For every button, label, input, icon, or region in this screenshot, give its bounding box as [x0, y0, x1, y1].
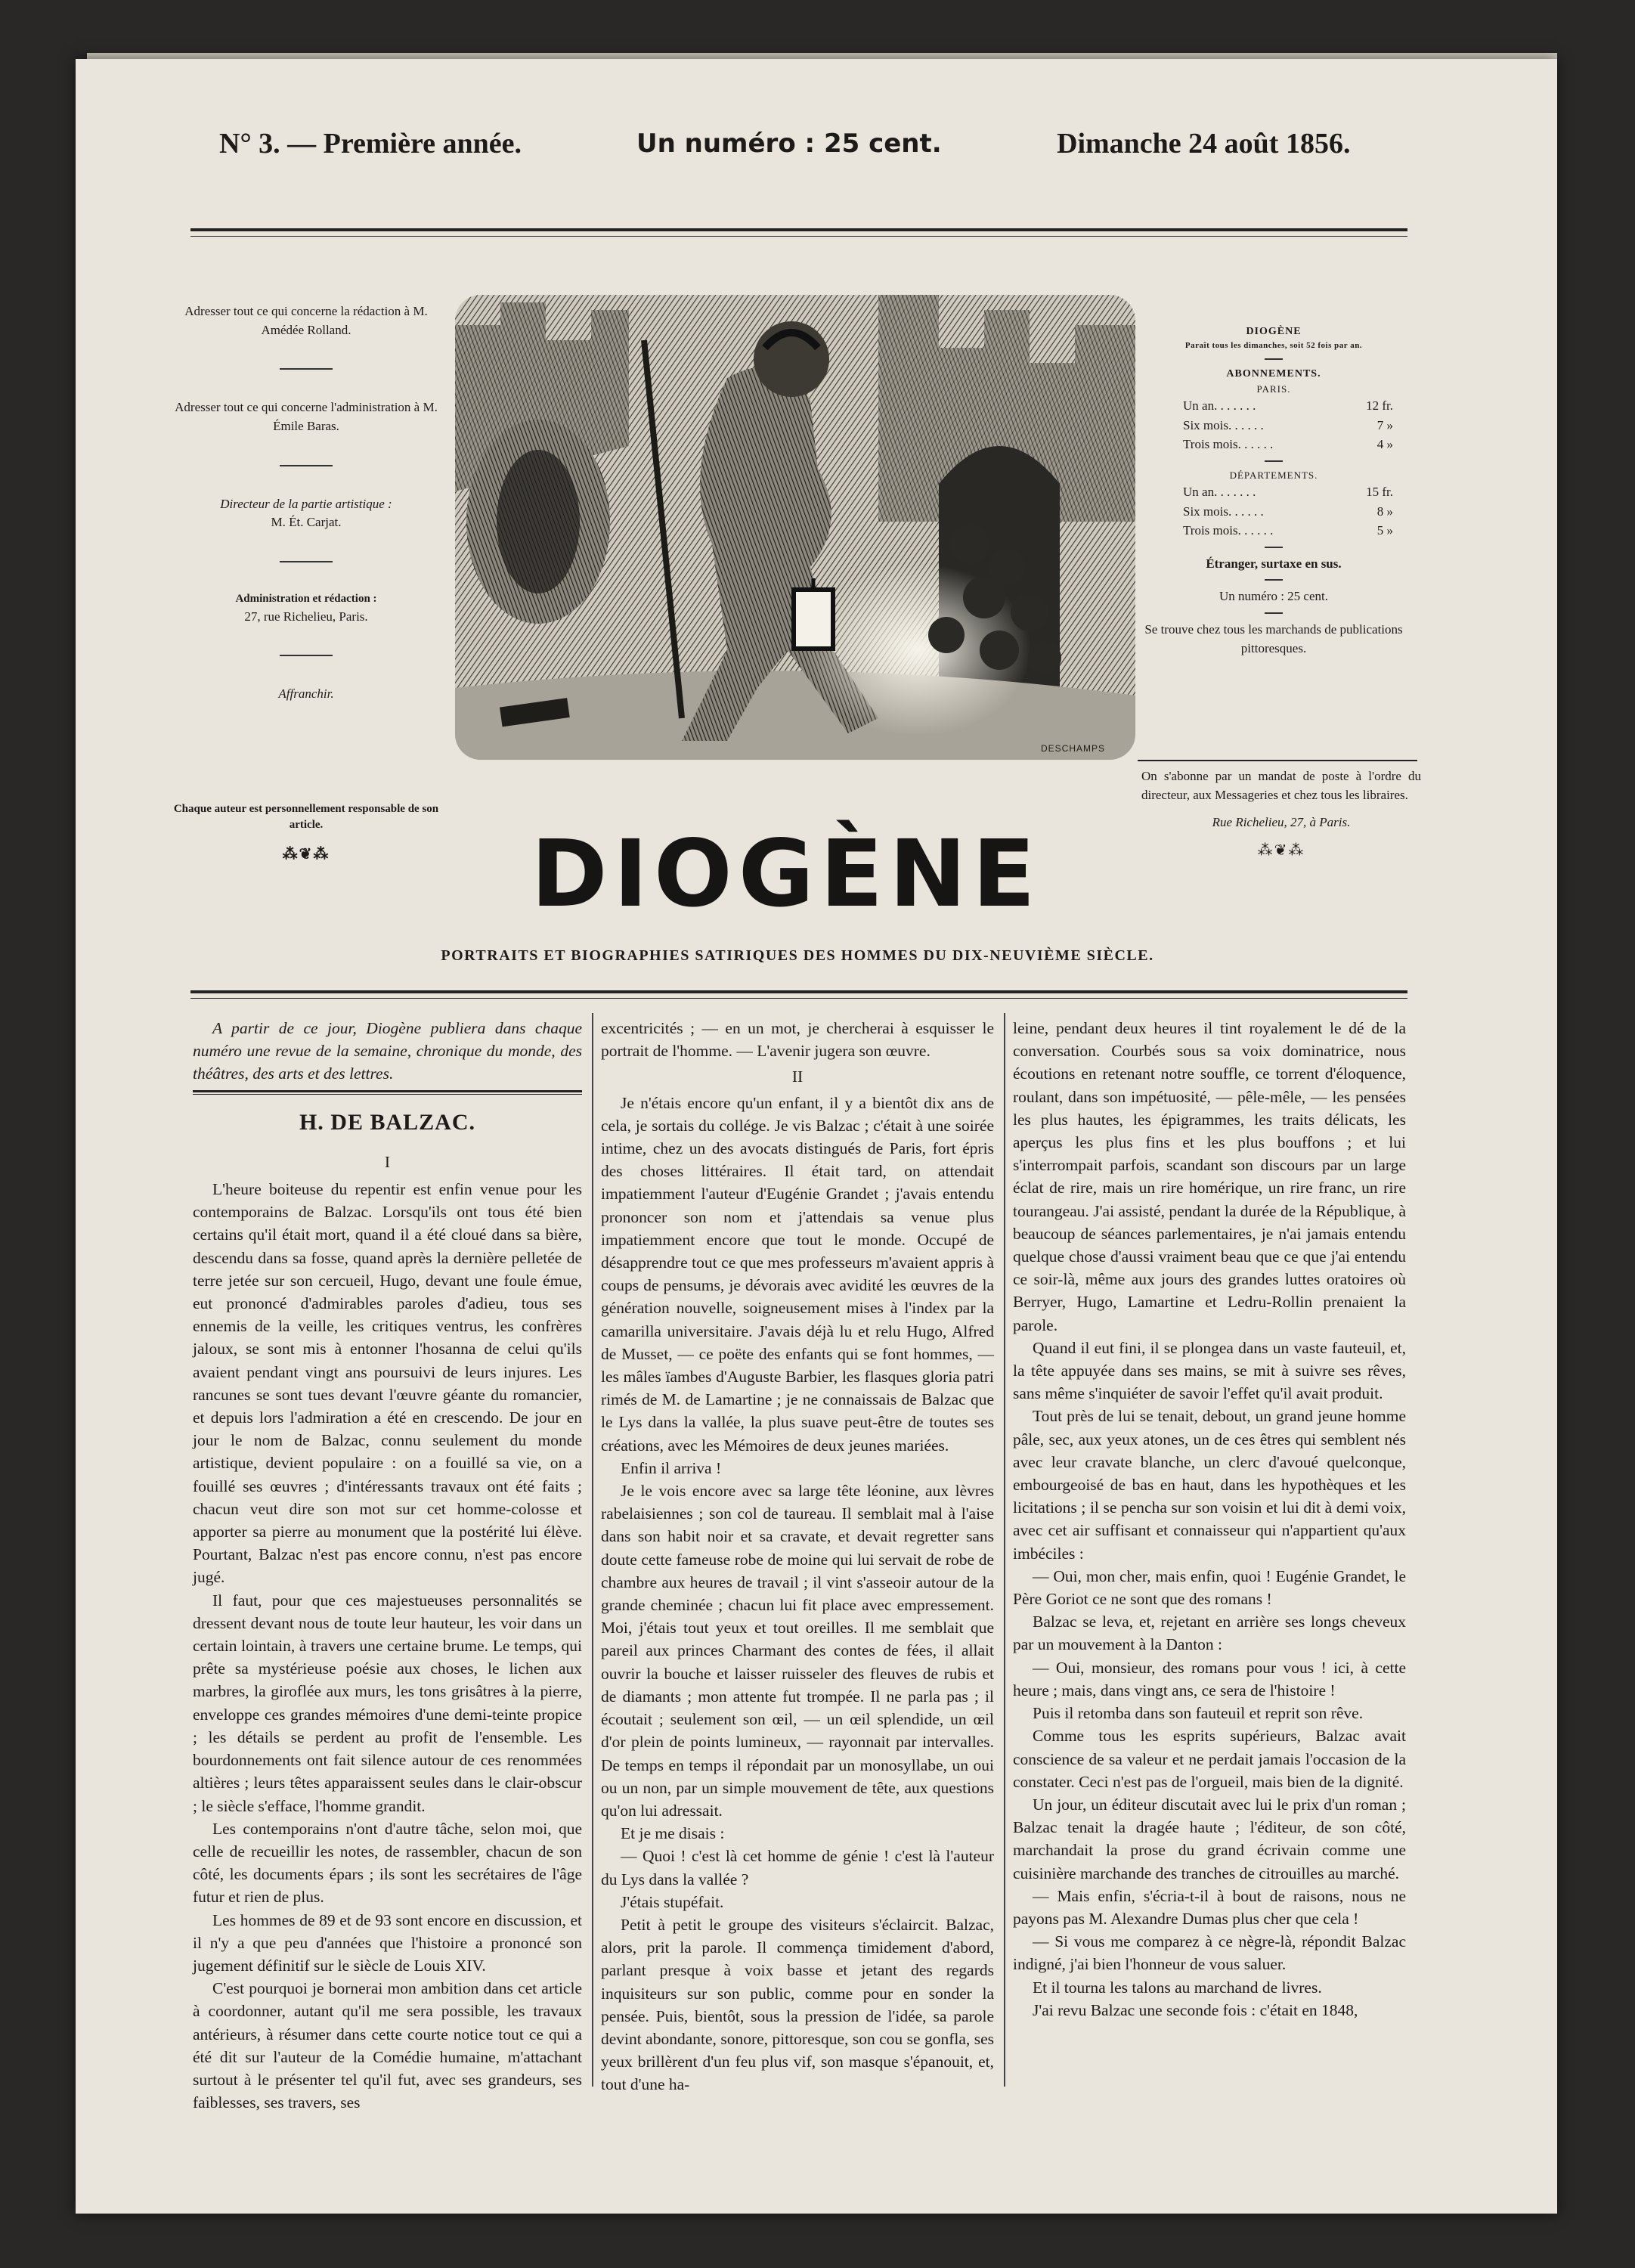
- paragraph: Je n'étais encore qu'un enfant, il y a bientôt dix ans de cela, je sortais du collége. Je vis Balzac ; c'était à une soirée intime, chez un des avocats distingués de Paris, fort épris des choses littéraires. Il était tard, on attendait impatiemment l'auteur d'Eugénie Grandet ; j'avais entendu prononcer son nom et j'attendais sa venue plus impatiemment encore que tout le monde. Occupé de désapprendre tout ce que mes professeurs m'avaient appris à coups de pensums, je dévorais avec avidité les œuvres de la génération nouvelle, soigneusement mises à l'index par la camarilla universitaire. J'avais déjà lu et relu Hugo, Alfred de Musset, — ce poëte des enfants qui se font hommes, — les mâles ïambes d'Auguste Barbier, les flasques gloria patri rimés de M. de Lamartine ; je ne connaissais de Balzac que le Lys dans la vallée, la plus suave peut-être de toutes ses créations, avec les Mémoires de deux jeunes mariées.: [601, 1093, 994, 1455]
- paragraph: Balzac se leva, et, rejetant en arrière ses longs cheveux par un mouvement à la Danton :: [1013, 1613, 1406, 1654]
- redaction-note: Adresser tout ce qui concerne la rédaction à M. Amédée Rolland.: [184, 304, 428, 337]
- issue-number: N° 3. — Première année.: [219, 128, 522, 160]
- affranchir-note: Affranchir.: [278, 686, 334, 702]
- price-label: Six mois. . . . . .: [1183, 503, 1264, 519]
- paragraph: Puis il retomba dans son fauteuil et reprit son rêve.: [1033, 1704, 1364, 1723]
- price-row: [1138, 482, 1410, 502]
- paragraph: L'heure boiteuse du repentir est enfin venue pour les contemporains de Balzac. Lorsqu'ils ont tous été bien certains qu'il était mort, quand il a été cloué dans sa bière, descendu dans sa fosse, quand après la dernière pelletée de terre jetée sur son cercueil, Hugo, devant une foule émue, eut prononcé d'admirables paroles d'adieu, tous ses ennemis de la veille, les critiques ventrus, les confrères jaloux, se sont mis à entonner l'hosanna de celui qu'ils avaient pendant vingt ans poursuivi de leurs injures. Les rancunes se sont tues devant l'œuvre géante du romancier, et depuis lors l'admiration a été en crescendo. De jour en jour le nom de Balzac, connu seulement du monde artistique, devient populaire : on a fouillé sa vie, on a fouillé ses œuvres ; d'intéressants travaux ont été faits ; chacun veut dire son mot sur cet homme-colosse et apporter sa pierre au monument que la postérité lui élève. Pourtant, Balzac n'est pas encore connu, n'est pas encore jugé.: [193, 1180, 582, 1587]
- price-value: 15 fr.: [1366, 485, 1393, 499]
- article-column-1: [193, 1017, 582, 2114]
- paragraph: Les contemporains n'ont d'autre tâche, selon moi, que celle de recueillir les notes, de rassembler, chacun de son côté, les documents épars ; ils sont les secrétaires de l'âge futur et rien de plus.: [193, 1819, 582, 1907]
- header-rule-top: [190, 228, 1407, 231]
- diogenes-with-lantern-icon: [455, 295, 1135, 760]
- subscription-rule: [1138, 760, 1417, 761]
- single-issue-price: Un numéro : 25 cent.: [1219, 589, 1328, 603]
- paragraph: J'ai revu Balzac une seconde fois : c'était en 1848,: [1033, 2000, 1358, 2019]
- column-rule: [1004, 1013, 1005, 2087]
- divider: [1265, 547, 1283, 548]
- paragraph: Je le vois encore avec sa large tête léonine, aux lèvres rabelaisiennes ; son col de taureau. Il semblait mal à l'aise dans son habit noir et sa cravate, et devait regretter sans doute cette fameuse robe de moine qui lui servait de robe de chambre aux heures de travail ; il vint s'asseoir autour de la grande cheminée ; chacun lui fit place avec empressement. Moi, j'étais tout yeux et tout oreilles. Il me semblait que pareil aux princes Charmant des contes de fées, il allait ouvrir la bouche et laisser ruisseler des fleuves de rubis et de diamants ; mon attente fut trompée. Il ne parla pas ; il écoutait ; seulement son œil, — un œil splendide, un œil d'or plein de points lumineux, — rayonnait par intervalles. De temps en temps il répondait par un monosyllabe, un oui ou un non, par un simple mouvement de tête, aux questions qu'on lui adressait.: [601, 1482, 994, 1820]
- divider: [280, 655, 333, 656]
- paragraph: Enfin il arriva !: [621, 1458, 722, 1477]
- paragraph: Un jour, un éditeur discutait avec lui le prix d'un roman ; Balzac tenait la dragée haute ; l'éditeur, de son côté, marchandait la prose du grand écrivain comme une cuisinière marchande des tranches de citrouilles au marché.: [1013, 1795, 1406, 1882]
- price-value: 12 fr.: [1366, 398, 1393, 413]
- paragraph: Petit à petit le groupe des visiteurs s'éclaircit. Balzac, alors, prit la parole. Il commença timidement d'abord, parlant presque à voix basse et jetant des regards inquisiteurs sur son public, comme pour en sonder la pensée. Puis, bientôt, sous la pression de l'idée, sa parole devint abondante, sonore, pittoresque, son cou se gonfla, ses yeux brillèrent d'un feu plus vif, son masque s'épanouit, et, tout d'une ha-: [601, 1915, 994, 2094]
- price-value: 7 »: [1376, 417, 1393, 432]
- price-label: Trois mois. . . . . .: [1183, 437, 1274, 451]
- paris-label: PARIS.: [1256, 383, 1291, 395]
- divider: [1265, 358, 1283, 360]
- issue-price: Un numéro : 25 cent.: [636, 129, 942, 159]
- masthead-rule-thin: [190, 998, 1407, 999]
- subscribe-note: On s'abonne par un mandat de poste à l'ordre du directeur, aux Messageries et chez tous les libraires.: [1141, 769, 1421, 802]
- price-value: 5 »: [1376, 523, 1393, 538]
- editorial-info: [170, 302, 442, 733]
- paragraph: Et il tourna les talons au marchand de livres.: [1033, 1978, 1322, 1997]
- intro-note: A partir de ce jour, Diogène publiera dans chaque numéro une revue de la semaine, chronique du monde, des théâtres, des arts et des lettres.: [193, 1019, 582, 1083]
- divider: [280, 368, 333, 370]
- paragraph: C'est pourquoi je bornerai mon ambition dans cet article à coordonner, autant qu'il me sera possible, les travaux antérieurs, à résumer dans cette courte notice tout ce qui a été dit sur l'auteur de la Comédie humaine, m'attachant surtout à le présenter tel qu'il fut, avec ses grandeurs, ses faiblesses, ses travers, ses: [193, 1979, 582, 2112]
- subscribe-address: Rue Richelieu, 27, à Paris.: [1212, 815, 1351, 830]
- divider: [1265, 579, 1283, 581]
- paragraph: — Oui, mon cher, mais enfin, quoi ! Eugénie Grandet, le Père Goriot ce ne sont que des romans !: [1013, 1566, 1406, 1609]
- masthead-rule: [190, 990, 1407, 993]
- artistic-director-label: Directeur de la partie artistique :: [220, 496, 392, 511]
- paragraph: — Quoi ! c'est là cet homme de génie ! c'est là l'auteur du Lys dans la vallée ?: [601, 1847, 994, 1888]
- price-label: Un an. . . . . . .: [1183, 485, 1256, 499]
- paragraph: Les hommes de 89 et de 93 sont encore en discussion, et il n'y a que peu d'années que l'histoire a prononcé son jugement définitif sur le siècle de Louis XIV.: [193, 1910, 582, 1975]
- divider: [280, 465, 333, 466]
- paragraph: Quand il eut fini, il se plongea dans un vaste fauteuil, et, la tête appuyée dans ses mains, se mit à suivre ses rêves, sans même s'inquiéter de savoir l'effet qu'il avait produit.: [1013, 1338, 1406, 1403]
- office-label: Administration et rédaction :: [235, 592, 377, 605]
- price-row: [1138, 435, 1410, 454]
- ornament-icon: ⁂❦⁂: [282, 846, 330, 863]
- price-row: [1138, 521, 1410, 541]
- divider: [280, 561, 333, 562]
- subscriptions-heading: ABONNEMENTS.: [1226, 367, 1321, 380]
- intro-rule: [193, 1090, 582, 1092]
- illustration-signature: DESCHAMPS: [1040, 743, 1105, 754]
- paragraph: Il faut, pour que ces majestueuses personnalités se dressent devant nous de toute leur hauteur, les voir dans un certain lointain, à travers une certaine brume. Le temps, qui prête sa mystérieuse poésie aux choses, le lichen aux marbres, la giroflée aux murs, les tons grisâtres à la pierre, enveloppe ces grandes mémoires d'une demi-teinte propice ; les détails se perdent au profit de l'ensemble. Les bourdonnements ont fait silence autour de ces renommées altières ; leurs têtes apparaissent seules dans le clair-obscur ; le siècle s'efface, l'homme grandit.: [193, 1591, 582, 1815]
- price-label: Six mois. . . . . .: [1183, 417, 1264, 432]
- ornament-icon: ⁂❦⁂: [1257, 841, 1305, 859]
- issue-date: Dimanche 24 août 1856.: [1057, 128, 1351, 160]
- article-column-3: [1013, 1017, 1406, 2022]
- administration-note: Adresser tout ce qui concerne l'administration à M. Émile Baras.: [175, 400, 438, 433]
- subscription-box: [1138, 324, 1410, 658]
- intro-rule-thin: [193, 1094, 582, 1095]
- artistic-director-name: M. Ét. Carjat.: [271, 515, 342, 530]
- masthead-subtitle: PORTRAITS ET BIOGRAPHIES SATIRIQUES DES HOMMES DU DIX-NEUVIÈME SIÈCLE.: [441, 947, 1154, 964]
- paragraph: Et je me disais :: [621, 1824, 725, 1843]
- article-title: H. DE BALZAC.: [299, 1109, 476, 1135]
- sellers-note: Se trouve chez tous les marchands de publications pittoresques.: [1144, 621, 1403, 655]
- paragraph: Comme tous les esprits supérieurs, Balzac avait conscience de sa valeur et ne perdait jamais l'occasion de la constater. Ceci n'est pas de l'orgueil, mais bien de la dignité.: [1013, 1727, 1406, 1791]
- divider: [1265, 612, 1283, 614]
- price-row: [1138, 502, 1410, 522]
- article-column-2: [601, 1017, 994, 2096]
- paragraph: leine, pendant deux heures il tint royalement le dé de la conversation. Courbés sous sa voix dominatrice, nous écoutions en retenant notre souffle, ce torrent d'éloquence, roulant, dans son impétuosité, — pêle-mêle, — les pensées les plus hautes, les épigrammes, les traits délicats, les aperçus les plus fins et les plus bouffons ; et lui s'interrompait parfois, scandant son discours par un large éclat de rire, mais un rire homérique, un rire franc, un rire tourangeau. J'ai assisté, pendant la durée de la République, à beaucoup de séances parlementaires, je n'ai jamais entendu quelque chose d'aussi vraiment beau que ce que j'ai entendu ce soir-là, même aux jours des grandes luttes oratoires où Berryer, Hugo, Lamartine et Ledru-Rollin prenaient la parole.: [1013, 1019, 1406, 1334]
- paragraph: excentricités ; — en un mot, je chercherai à esquisser le portrait de l'homme. — L'avenir jugera son œuvre.: [601, 1019, 994, 1061]
- part-number: II: [791, 1067, 804, 1086]
- responsibility-text: Chaque auteur est personnellement responsable de son article.: [173, 803, 439, 831]
- paragraph: J'étais stupéfait.: [621, 1892, 724, 1911]
- header-rule-thin: [190, 236, 1407, 237]
- price-value: 8 »: [1376, 503, 1393, 519]
- price-value: 4 »: [1376, 437, 1393, 451]
- responsibility-note: [170, 801, 442, 865]
- diogenes-illustration: [455, 295, 1135, 760]
- foreign-note: Étranger, surtaxe en sus.: [1206, 556, 1342, 571]
- price-label: Un an. . . . . . .: [1183, 398, 1256, 413]
- subscribe-note-box: [1141, 767, 1421, 862]
- price-row: [1138, 416, 1410, 435]
- price-label: Trois mois. . . . . .: [1183, 523, 1274, 538]
- divider: [1265, 460, 1283, 462]
- column-rule: [592, 1013, 593, 2087]
- paragraph: — Si vous me comparez à ce nègre-là, répondit Balzac indigné, j'ai bien l'honneur de vous saluer.: [1013, 1932, 1406, 1974]
- paragraph: Tout près de lui se tenait, debout, un grand jeune homme pâle, sec, aux yeux atones, un de ces êtres qui semblent nés avec leur cravate blanche, un clerc d'avoué quelconque, embourgeoisé de bas en haut, dans les hypothèques et les licitations ; il se pencha sur son voisin et lui dit à demi voix, avec cet air suffisant et connaisseur qui n'appartient qu'aux imbéciles :: [1013, 1407, 1406, 1563]
- office-address: 27, rue Richelieu, Paris.: [244, 609, 368, 624]
- price-row: [1138, 396, 1410, 416]
- masthead-title: DIOGÈNE: [531, 820, 1042, 928]
- paragraph: — Oui, monsieur, des romans pour vous ! ici, à cette heure ; mais, dans vingt ans, ce sera de l'histoire !: [1013, 1658, 1406, 1699]
- departements-label: DÉPARTEMENTS.: [1229, 469, 1318, 481]
- paragraph: — Mais enfin, s'écria-t-il à bout de raisons, nous ne payons pas M. Alexandre Dumas plus cher que cela !: [1013, 1886, 1406, 1928]
- frequency-note: Paraît tous les dimanches, soit 52 fois par an.: [1184, 341, 1363, 350]
- part-number: I: [384, 1152, 391, 1171]
- subscription-title: DIOGÈNE: [1246, 326, 1302, 337]
